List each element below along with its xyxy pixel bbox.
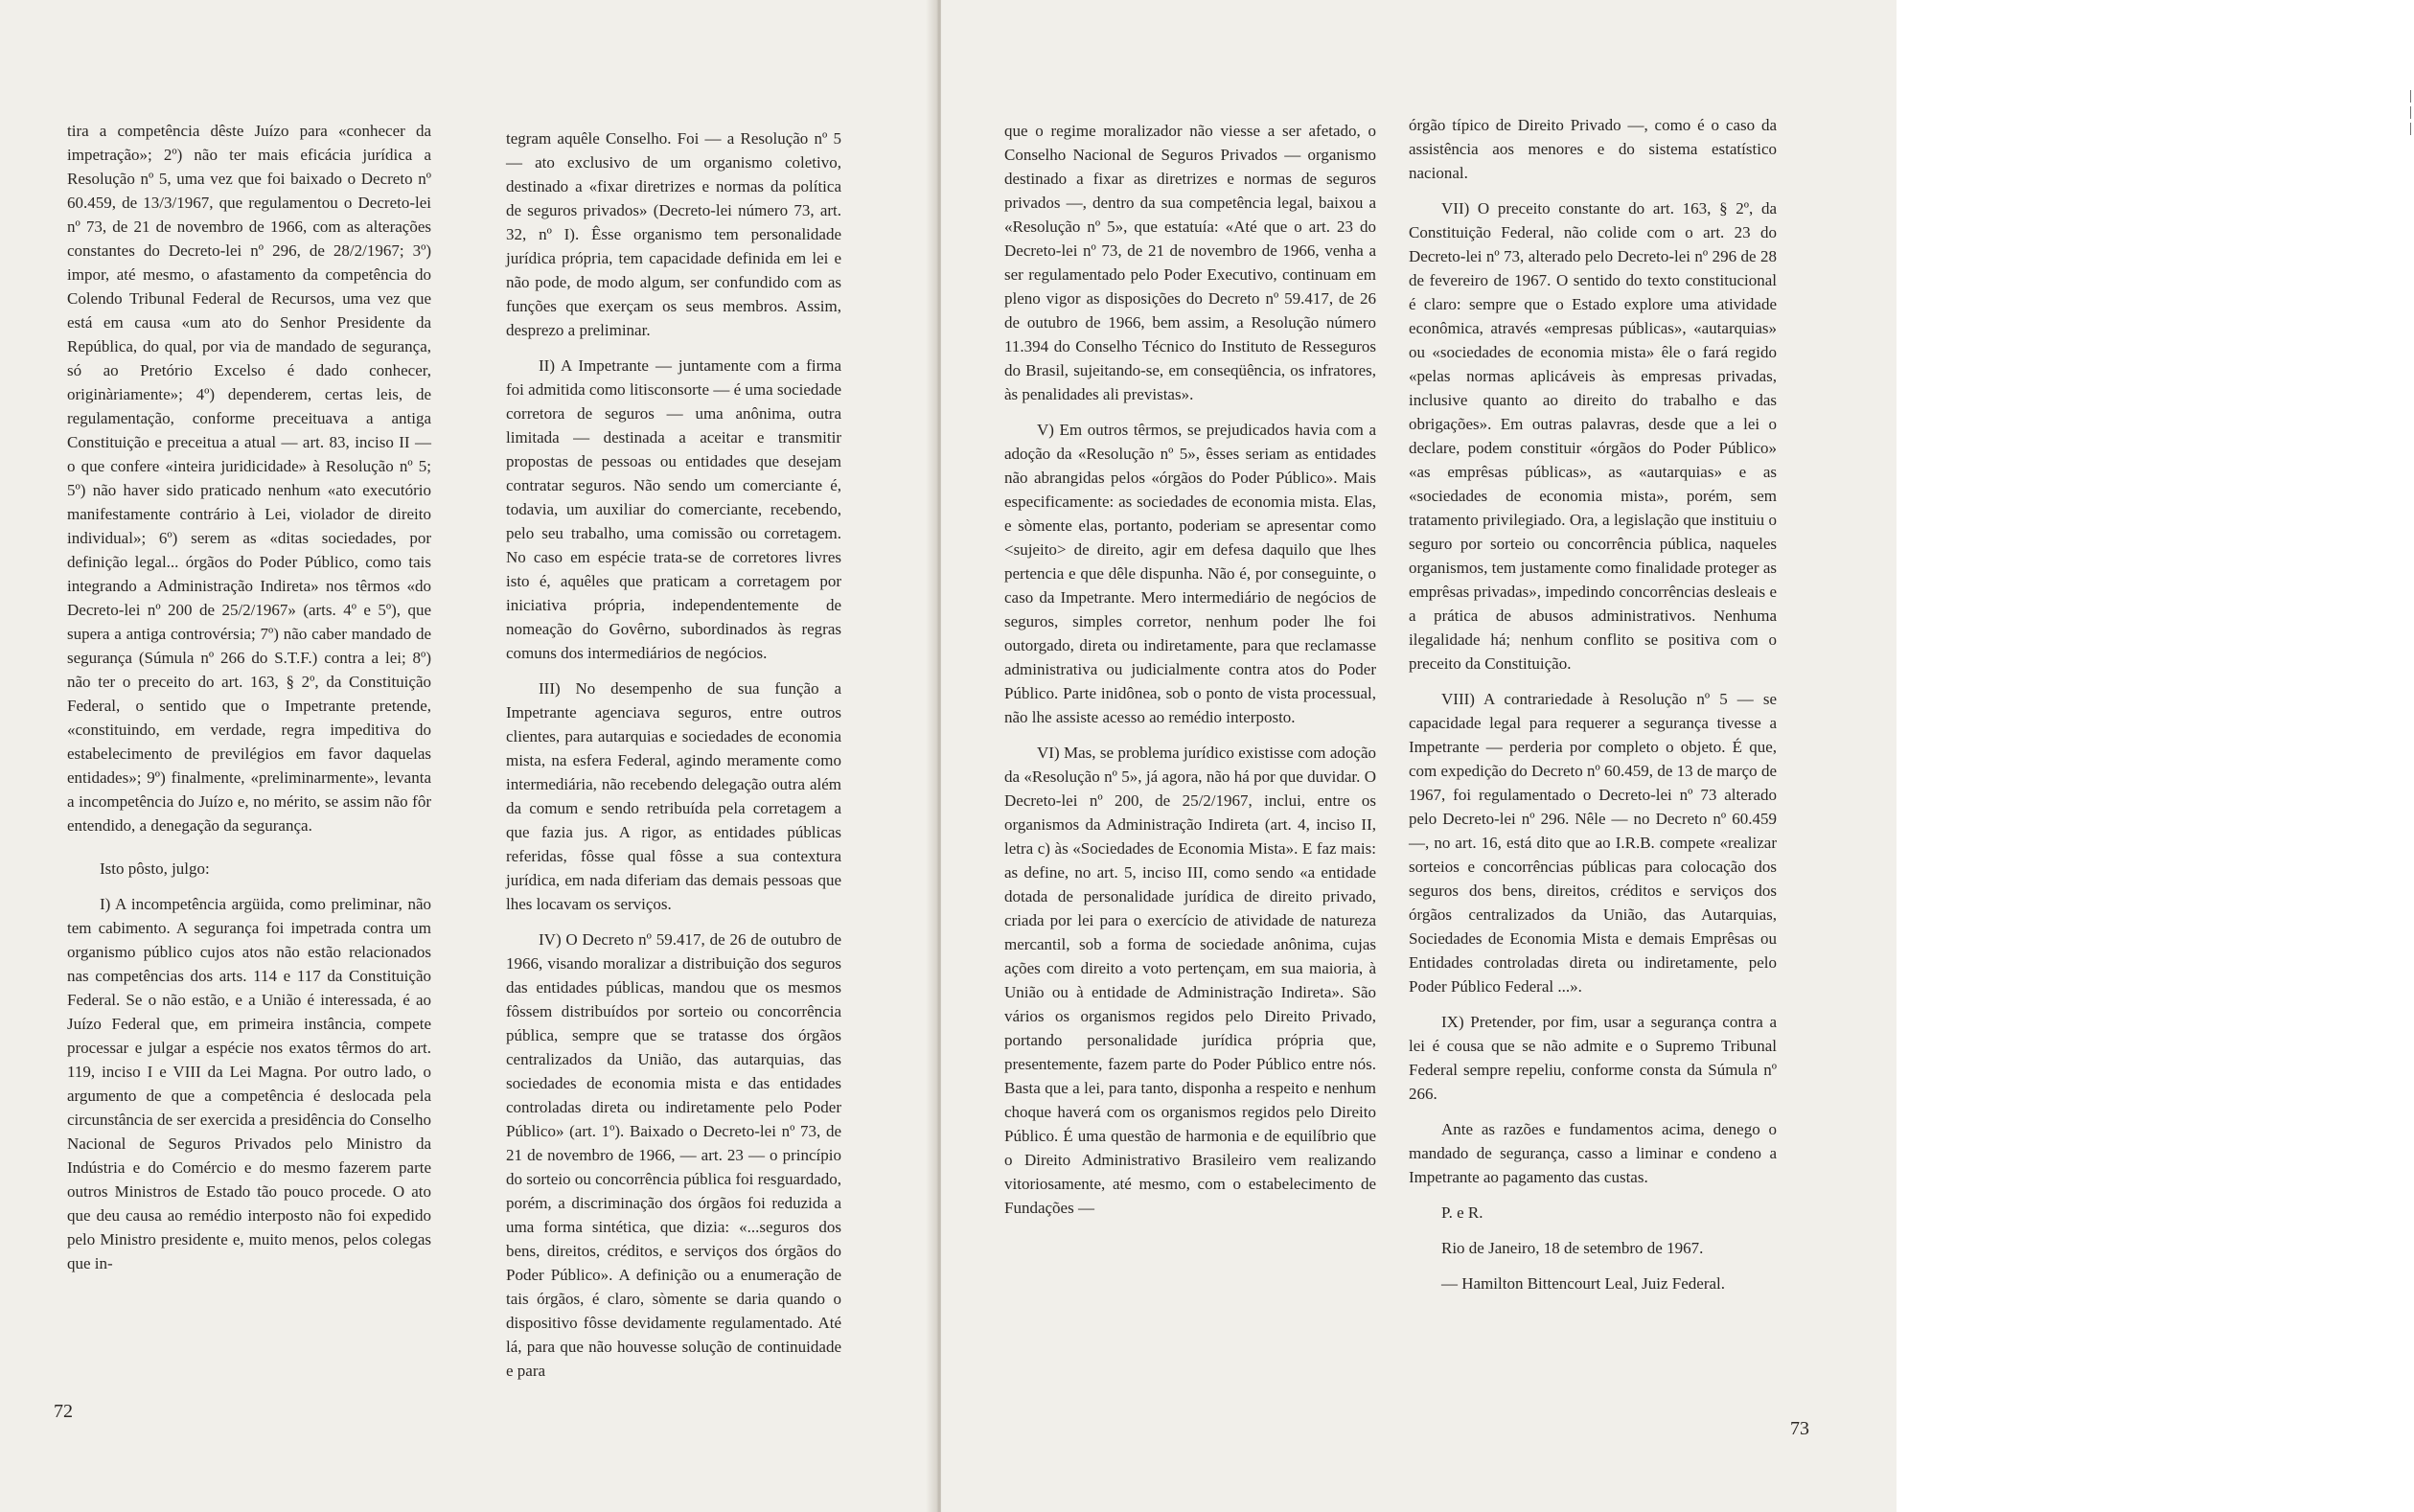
paragraph: I) A incompetência argüida, como preliminar, não tem cabimento. A segurança foi impetrada contra um organismo público cujos atos não estão relacionados nas competências dos arts. 114 e 117 da Constituição Federal. Se o não estão, e a União é interessada, é ao Juízo Federal que, em primeira instância, compete processar e julgar a espécie nos exatos têrmos do art. 119, inciso I e VIII da Lei Magna. Por outro lado, o argumento de que a competência é deslocada pela circunstância de ser exercida a presidência do Conselho Nacional de Seguros Privados pelo Ministro da Indústria e do Comércio e do mesmo fazerem parte outros Ministros de Estado tão pouco procede. O ato que deu causa ao remédio interposto não foi expedido pelo Ministro presidente e, muito menos, pelos colegas que in- (67, 895, 431, 1272)
paragraph: Ante as razões e fundamentos acima, denego o mandado de segurança, casso a liminar e condeno a Impetrante ao pagamento das custas. (1409, 1120, 1777, 1186)
paragraph: IX) Pretender, por fim, usar a segurança contra a lei é cousa que se não admite e o Supremo Tribunal Federal sempre repeliu, conforme consta da Súmula nº 266. (1409, 1013, 1777, 1103)
paragraph: Isto pôsto, julgo: (100, 859, 210, 878)
left-page-column-1 (67, 119, 431, 1287)
page-number-left: 72 (54, 1401, 73, 1422)
paragraph: que o regime moralizador não viesse a ser afetado, o Conselho Nacional de Seguros Privados — organismo destinado a fixar as diretrizes e normas de seguros privados —, dentro da sua competência legal, baixou a «Resolução nº 5», que estatuía: «Até que o art. 23 do Decreto-lei nº 73, de 21 de novembro de 1966, venha a ser regulamentado pelo Poder Executivo, continuam em pleno vigor as disposições do Decreto nº 59.417, de 26 de outubro de 1966, bem assim, a Resolução número 11.394 do Conselho Técnico do Instituto de Resseguros do Brasil, sujeitando-se, em conseqüência, os infratores, às penalidades ali previstas». (1004, 122, 1376, 403)
paragraph: VI) Mas, se problema jurídico existisse com adoção da «Resolução nº 5», já agora, não há por que duvidar. O Decreto-lei nº 200, de 25/2/1967, inclui, entre os organismos da Administração Indireta (art. 4, inciso II, letra c) às «Sociedades de Economia Mista». E faz mais: as define, no art. 5, inciso III, como sendo «a entidade dotada de personalidade jurídica de direito privado, criada por lei para o exercício de atividade de natureza mercantil, sob a forma de sociedade anônima, cujas ações com direito a voto pertençam, em sua maioria, à União ou à entidade de Administração Indireta». São vários os organismos regidos pelo Direito Privado, portando personalidade jurídica própria que, presentemente, fazem parte do Poder Público entre nós. Basta que a lei, para tanto, disponha a respeito e nenhum choque haverá com os organismos regidos pelo Direito Público. É uma questão de harmonia e de equilíbrio que o Direito Administrativo Brasileiro vem realizando vitoriosamente, até mesmo, com o estabelecimento de Fundações — (1004, 744, 1376, 1217)
top-mark: | | | (2409, 88, 2414, 136)
date-line: Rio de Janeiro, 18 de setembro de 1967. (1441, 1239, 1704, 1257)
right-page-column-2 (1409, 113, 1777, 1307)
page-number-right: 73 (1790, 1418, 1809, 1439)
paragraph: tegram aquêle Conselho. Foi — a Resolução nº 5 — ato exclusivo de um organismo coletivo, destinado a «fixar diretrizes e normas da política de seguros privados» (Decreto-lei número 73, art. 32, nº I). Êsse organismo tem personalidade jurídica própria, tem capacidade definida em lei e não pode, de modo algum, ser confundido com as funções que exerçam os seus membros. Assim, desprezo a preliminar. (506, 129, 841, 339)
paragraph: II) A Impetrante — juntamente com a firma foi admitida como litisconsorte — é uma sociedade corretora de seguros — uma anônima, outra limitada — destinada a aceitar e transmitir propostas de pessoas ou entidades que desejam contratar seguros. Não sendo um comerciante é, todavia, um auxiliar do comerciante, recebendo, pelo seu trabalho, uma comissão ou corretagem. No caso em espécie trata-se de corretores livres isto é, aquêles que praticam a corretagem por iniciativa própria, independentemente de nomeação do Govêrno, subordinados às regras comuns dos intermediários de negócios. (506, 356, 841, 662)
paragraph: tira a competência dêste Juízo para «conhecer da impetração»; 2º) não ter mais eficácia jurídica a Resolução nº 5, uma vez que foi baixado o Decreto nº 60.459, de 13/3/1967, que regulamentou o Decreto-lei nº 73, de 21 de novembro de 1966, com as alterações constantes do Decreto-lei nº 296, de 28/2/1967; 3º) impor, até mesmo, o afastamento da competência do Colendo Tribunal Federal de Recursos, uma vez que está em causa «um ato do Senhor Presidente da República, do qual, por via de mandado de segurança, só ao Pretório Excelso é dado conhecer, originàriamente»; 4º) dependerem, certas leis, de regulamentação, conforme preceituava a antiga Constituição e preceitua a atual — art. 83, inciso II — o que confere «inteira juridicidade» à Resolução nº 5; 5º) não haver sido praticado nenhum «ato executório manifestamente contrário à Lei, violador de direito individual»; 6º) serem as «ditas sociedades, por definição legal... órgãos do Poder Público, como tais integrando a Administração Indireta» nos têrmos «do Decreto-lei nº 200 de 25/2/1967» (arts. 4º e 5º), que supera a antiga controvérsia; 7º) não caber mandado de segurança (Súmula nº 266 do S.T.F.) contra a lei; 8º) não ter o preceito do art. 163, § 2º, da Constituição Federal, o sentido que o Impetrante pretende, «constituindo, em verdade, regra impeditiva do estabelecimento de previlégios em favor daquelas entidades»; 9º) finalmente, «preliminarmente», levanta a incompetência do Juízo e, no mérito, se assim não fôr entendido, a denegação da segurança. (67, 122, 431, 835)
paragraph: VIII) A contrariedade à Resolução nº 5 — se capacidade legal para requerer a segurança tivesse a Impetrante — perderia por completo o objeto. É que, com expedição do Decreto nº 60.459, de 13 de março de 1967, foi regulamentado o Decreto-lei nº 73 alterado pelo Decreto-lei nº 296. Nêle — no Decreto nº 60.459 —, no art. 16, está dito que ao I.R.B. compete «realizar sorteios e concorrências públicas para colocação dos seguros dos bens, direitos, créditos e serviços dos órgãos centralizados da União, das Autarquias, Sociedades de Economia Mista e demais Emprêsas ou Entidades controladas direta ou indiretamente, pelo Poder Público Federal ...». (1409, 690, 1777, 996)
paragraph: III) No desempenho de sua função a Impetrante agenciava seguros, entre outros clientes, para autarquias e sociedades de economia mista, na esfera Federal, agindo meramente como intermediária, não recebendo delegação outra além da comum e sendo retribuída pela corretagem a que fazia jus. A rigor, as entidades públicas referidas, fôsse qual fôsse a sua contextura jurídica, em nada diferiam das demais pessoas que lhes locavam os serviços. (506, 679, 841, 913)
left-page-column-2 (506, 126, 841, 1394)
paragraph: V) Em outros têrmos, se prejudicados havia com a adoção da «Resolução nº 5», êsses seriam as entidades não abrangidas pelos «órgãos do Poder Público». Mais especificamente: as sociedades de economia mista. Elas, e sòmente elas, portanto, poderiam se apresentar como <sujeito> de direito, agir em defesa daquilo que lhes pertencia e que dêle dispunha. Não é, por conseguinte, o caso da Impetrante. Mero intermediário de negócios de seguros, simples corretor, nenhum poder lhe foi outorgado, direta ou indiretamente, para que reclamasse administrativa ou judicialmente contra atos do Poder Público. Parte inidônea, sob o ponto de vista processual, não lhe assiste acesso ao remédio interposto. (1004, 421, 1376, 726)
paragraph: VII) O preceito constante do art. 163, § 2º, da Constituição Federal, não colide com o art. 23 do Decreto-lei nº 73, alterado pelo Decreto-lei nº 296 de 28 de fevereiro de 1967. O sentido do texto constitucional é claro: sempre que o Estado explore uma atividade econômica, através «empresas públicas», «autarquias» ou «sociedades de economia mista» êle o fará regido «pelas normas aplicáveis às empresas privadas, inclusive quanto ao direito do trabalho e das obrigações». Em outras palavras, desde que a lei o declare, podem constituir «órgãos do Poder Público» «as emprêsas públicas», as «autarquias» e as «sociedades de economia mista», porém, sem tratamento privilegiado. Ora, a legislação que instituiu o seguro por sorteio ou concorrência pública, naqueles organismos, tem justamente como finalidade proteger as emprêsas privadas», impedindo concorrências desleais e a prática de abusos administrativos. Nenhuma ilegalidade há; nenhum conflito se positiva com o preceito da Constituição. (1409, 199, 1777, 673)
right-page-column-1 (1004, 119, 1376, 1231)
signature-line: — Hamilton Bittencourt Leal, Juiz Federal. (1441, 1274, 1726, 1293)
closing-formula: P. e R. (1441, 1203, 1483, 1222)
paragraph: órgão típico de Direito Privado —, como é o caso da assistência aos menores e do sistema estatístico nacional. (1409, 116, 1777, 182)
left-page (0, 0, 937, 1512)
paragraph: IV) O Decreto nº 59.417, de 26 de outubro de 1966, visando moralizar a distribuição dos seguros das entidades públicas, mandou que os mesmos fôssem distribuídos por sorteio ou concorrência pública, sempre que se tratasse dos órgãos centralizados da União, das autarquias, das sociedades de economia mista e das entidades controladas direta ou indiretamente pelo Poder Público» (art. 1º). Baixado o Decreto-lei nº 73, de 21 de novembro de 1966, — art. 23 — o princípio do sorteio ou concorrência pública foi resguardado, porém, a discriminação dos órgãos foi reduzida a uma forma sintética, que dizia: «...seguros dos bens, direitos, créditos, e serviços dos órgãos do Poder Público». A definição ou a enumeração de tais órgãos, é claro, sòmente se daria quando o dispositivo fôsse devidamente regulamentado. Até lá, para que não houvesse solução de continuidade e para (506, 930, 841, 1380)
